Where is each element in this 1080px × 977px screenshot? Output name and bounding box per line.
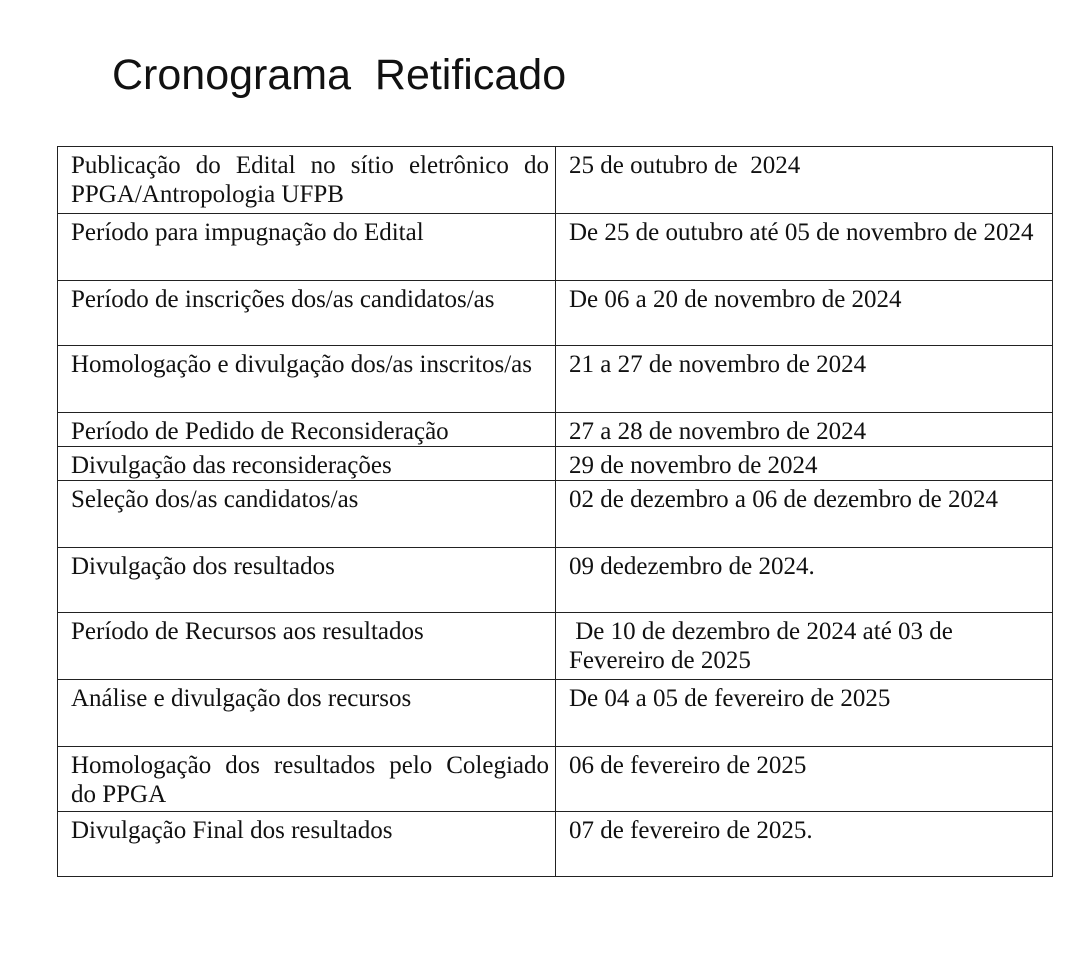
event-cell: Período de Pedido de Reconsideração <box>58 413 556 447</box>
event-cell: Período de Recursos aos resultados <box>58 613 556 680</box>
date-cell: 06 de fevereiro de 2025 <box>556 747 1053 812</box>
event-cell: Homologação e divulgação dos/as inscritos/as <box>58 346 556 413</box>
date-cell: 02 de dezembro a 06 de dezembro de 2024 <box>556 481 1053 548</box>
table-row <box>58 812 1053 877</box>
table-row <box>58 481 1053 548</box>
date-cell: 27 a 28 de novembro de 2024 <box>556 413 1053 447</box>
table-row <box>58 613 1053 680</box>
table-row <box>58 548 1053 613</box>
date-cell: 21 a 27 de novembro de 2024 <box>556 346 1053 413</box>
event-cell: Seleção dos/as candidatos/as <box>58 481 556 548</box>
event-cell: Período de inscrições dos/as candidatos/as <box>58 281 556 346</box>
table-row <box>58 214 1053 281</box>
date-cell: De 10 de dezembro de 2024 até 03 de Fevereiro de 2025 <box>556 613 1053 680</box>
date-cell: 09 dedezembro de 2024. <box>556 548 1053 613</box>
event-cell: Divulgação Final dos resultados <box>58 812 556 877</box>
schedule-table <box>57 146 1053 877</box>
event-cell: Divulgação das reconsiderações <box>58 447 556 481</box>
date-cell: De 04 a 05 de fevereiro de 2025 <box>556 680 1053 747</box>
page-title: Cronograma Retificado <box>112 51 567 99</box>
date-cell: De 25 de outubro até 05 de novembro de 2024 <box>556 214 1053 281</box>
event-cell: Divulgação dos resultados <box>58 548 556 613</box>
event-cell: Análise e divulgação dos recursos <box>58 680 556 747</box>
date-cell: 25 de outubro de 2024 <box>556 147 1053 214</box>
date-cell: De 06 a 20 de novembro de 2024 <box>556 281 1053 346</box>
table-row <box>58 281 1053 346</box>
table-row <box>58 147 1053 214</box>
event-cell: Publicação do Edital no sítio eletrônico do PPGA/Antropologia UFPB <box>58 147 556 214</box>
table-row <box>58 346 1053 413</box>
table-row <box>58 413 1053 447</box>
table-row <box>58 680 1053 747</box>
date-cell: 07 de fevereiro de 2025. <box>556 812 1053 877</box>
event-cell: Homologação dos resultados pelo Colegiado do PPGA <box>58 747 556 812</box>
table-row <box>58 447 1053 481</box>
event-cell: Período para impugnação do Edital <box>58 214 556 281</box>
date-cell: 29 de novembro de 2024 <box>556 447 1053 481</box>
table-row <box>58 747 1053 812</box>
